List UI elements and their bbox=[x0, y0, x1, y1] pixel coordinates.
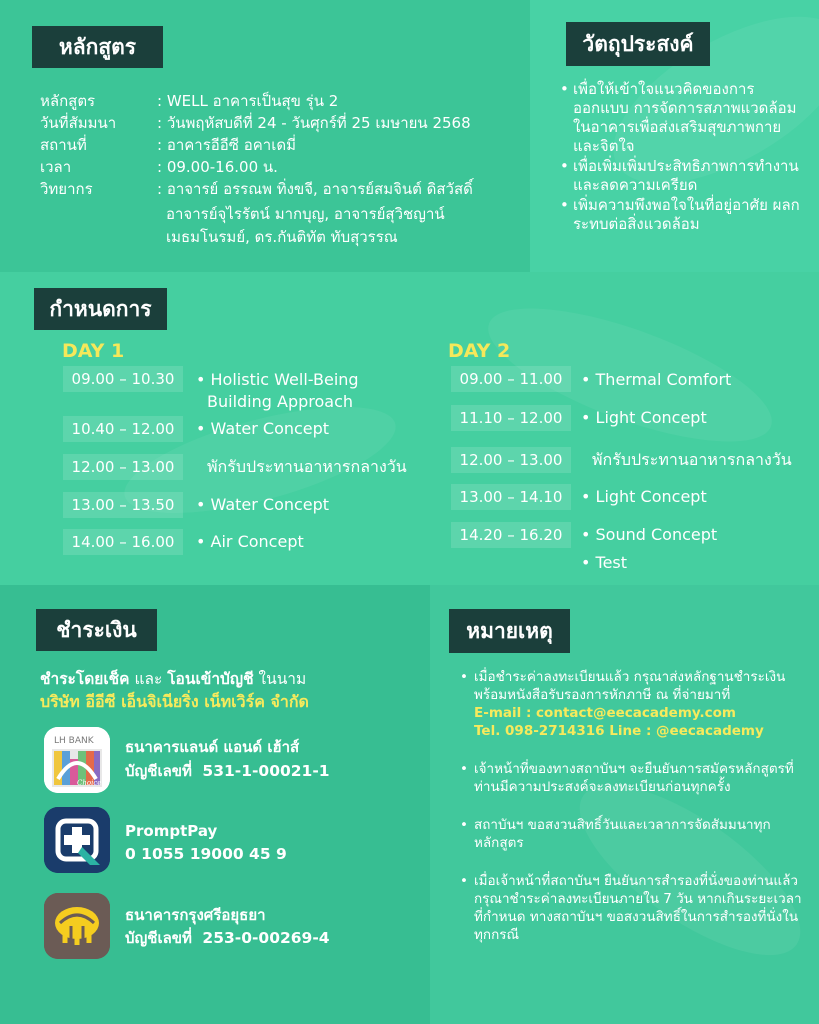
info-row-speakers bbox=[40, 180, 517, 199]
day1-topic: • Water Concept bbox=[196, 419, 330, 438]
info-label: สถานที่ bbox=[40, 136, 87, 154]
day2-title: DAY 2 bbox=[448, 340, 511, 362]
objective-item: • เพิ่มความพึงพอใจในที่อยู่อาศัย ผลกระทบต่อสิ่งแวดล้อม bbox=[560, 196, 805, 234]
info-value: : WELL อาคารเป็นสุข รุ่น 2 bbox=[157, 92, 339, 110]
info-row-venue bbox=[40, 136, 517, 155]
speakers-cont: อาจารย์จุไรรัตน์ มากบุญ, อาจารย์สุวิชญาน์ bbox=[166, 205, 445, 223]
day1-topic: พักรับประทานอาหารกลางวัน bbox=[207, 457, 407, 476]
payment-heading: ชำระเงิน bbox=[36, 609, 157, 651]
day1-topic: • Air Concept bbox=[196, 532, 304, 551]
day2-topic: • Light Concept bbox=[581, 408, 707, 427]
info-label: วันที่สัมมนา bbox=[40, 114, 117, 132]
info-label: หลักสูตร bbox=[40, 92, 96, 110]
bank-account bbox=[125, 760, 330, 782]
info-value: : 09.00-16.00 น. bbox=[157, 158, 278, 176]
account-number: 531-1-00021-1 bbox=[202, 762, 330, 780]
day1-title: DAY 1 bbox=[62, 340, 125, 362]
day2-time: 14.20 – 16.20 bbox=[451, 522, 571, 548]
bank-name: ธนาคารแลนด์ แอนด์ เฮ้าส์ bbox=[125, 738, 300, 756]
course-heading: หลักสูตร bbox=[32, 26, 163, 68]
account-number: 253-0-00269-4 bbox=[202, 929, 330, 947]
day2-time: 12.00 – 13.00 bbox=[451, 447, 571, 473]
day1-topic-cont: Building Approach bbox=[207, 392, 354, 411]
lh-bank-logo-text: LH BANK bbox=[54, 736, 94, 746]
note-list bbox=[460, 668, 805, 964]
objective-list bbox=[560, 80, 805, 235]
bank-name: PromptPay bbox=[125, 822, 218, 840]
day2-topic: • Sound Concept bbox=[581, 525, 718, 544]
day1-time: 13.00 – 13.50 bbox=[63, 492, 183, 518]
day1-time: 14.00 – 16.00 bbox=[63, 529, 183, 555]
objective-item: • เพื่อให้เข้าใจแนวคิดของการออกแบบ การจัดการสภาพแวดล้อมในอาคารเพื่อส่งเสริมสุขภาพกายและจิตใจ bbox=[560, 80, 805, 156]
lh-bank-icon bbox=[44, 727, 110, 793]
day1-topic: • Holistic Well-Being bbox=[196, 370, 359, 389]
promptpay-icon bbox=[44, 807, 110, 873]
day2-extra: • Test bbox=[581, 553, 628, 572]
info-value: : อาจารย์ อรรณพ ทิ่งขจี, อาจารย์สมจินต์ ดิสวัสดิ์ bbox=[157, 180, 473, 198]
bank-account bbox=[125, 927, 330, 949]
lh-bank-logo-text: Choice bbox=[77, 779, 102, 787]
account-label: บัญชีเลขที่ bbox=[125, 762, 192, 780]
day1-time: 10.40 – 12.00 bbox=[63, 416, 183, 442]
day1-topic: • Water Concept bbox=[196, 495, 330, 514]
method-name: ในนาม bbox=[253, 670, 307, 688]
account-number: 0 1055 19000 45 9 bbox=[125, 845, 287, 863]
contact-email[interactable]: E-mail : contact@eecacademy.com bbox=[474, 705, 736, 721]
day2-topic: • Light Concept bbox=[581, 487, 707, 506]
method-cheque: ชำระโดยเช็ค bbox=[40, 670, 130, 688]
day2-time: 11.10 – 12.00 bbox=[451, 405, 571, 431]
note-item bbox=[460, 668, 805, 740]
speakers-cont: เมธมโนรมย์, ดร.กันติทัต ทับสุวรรณ bbox=[166, 228, 398, 246]
schedule-heading: กำหนดการ bbox=[34, 288, 167, 330]
note-text: เมื่อชำระค่าลงทะเบียนแล้ว กรุณาส่งหลักฐานชำระเงินพร้อมหนังสือรับรองการหักภาษี ณ ที่จ่ายมาที่ bbox=[474, 669, 786, 703]
info-value: : วันพฤหัสบดีที่ 24 - วันศุกร์ที่ 25 เมษายน 2568 bbox=[157, 114, 471, 132]
info-label: วิทยากร bbox=[40, 180, 93, 198]
account-label: บัญชีเลขที่ bbox=[125, 929, 192, 947]
company-name: บริษัท อีอีซี เอ็นจิเนียริ่ง เน็ทเวิร์ค จำกัด bbox=[40, 692, 309, 711]
day2-time: 13.00 – 14.10 bbox=[451, 484, 571, 510]
info-row-course bbox=[40, 92, 517, 111]
contact-tel-line[interactable]: Tel. 098-2714316 Line : @eecacademy bbox=[474, 723, 764, 739]
day1-time: 09.00 – 10.30 bbox=[63, 366, 183, 392]
note-heading: หมายเหตุ bbox=[449, 609, 570, 653]
info-row-date bbox=[40, 114, 517, 133]
krungsri-icon bbox=[44, 893, 110, 959]
objective-heading: วัตถุประสงค์ bbox=[566, 22, 710, 66]
info-value: : อาคารอีอีซี อคาเดมี่ bbox=[157, 136, 296, 154]
method-transfer: โอนเข้าบัญชี bbox=[167, 670, 254, 688]
payment-method bbox=[40, 666, 306, 691]
day1-time: 12.00 – 13.00 bbox=[63, 454, 183, 480]
info-label: เวลา bbox=[40, 158, 72, 176]
note-item: • เจ้าหน้าที่ของทางสถาบันฯ จะยืนยันการสมัครหลักสูตรที่ท่านมีความประสงค์จะลงทะเบียนก่อนทุกครั้ง bbox=[460, 760, 805, 796]
note-item: • เมื่อเจ้าหน้าที่สถาบันฯ ยืนยันการสำรองที่นั่งของท่านแล้ว กรุณาชำระค่าลงทะเบียนภายใน 7 วัน หากเกินระยะเวลาที่กำหนด ทางสถาบันฯ ขอสงวนสิทธิ์ในการสำรองที่นั่งในทุกกรณี bbox=[460, 872, 805, 944]
bank-name: ธนาคารกรุงศรีอยุธยา bbox=[125, 906, 266, 924]
day2-topic: พักรับประทานอาหารกลางวัน bbox=[592, 450, 792, 469]
method-and: และ bbox=[129, 670, 168, 688]
day2-time: 09.00 – 11.00 bbox=[451, 366, 571, 392]
day2-topic: • Thermal Comfort bbox=[581, 370, 732, 389]
objective-item: • เพื่อเพิ่มเพิ่มประสิทธิภาพการทำงานและลดความเครียด bbox=[560, 157, 805, 195]
info-row-time bbox=[40, 158, 517, 177]
note-item: • สถาบันฯ ขอสงวนสิทธิ์วันและเวลาการจัดสัมมนาทุกหลักสูตร bbox=[460, 816, 805, 852]
